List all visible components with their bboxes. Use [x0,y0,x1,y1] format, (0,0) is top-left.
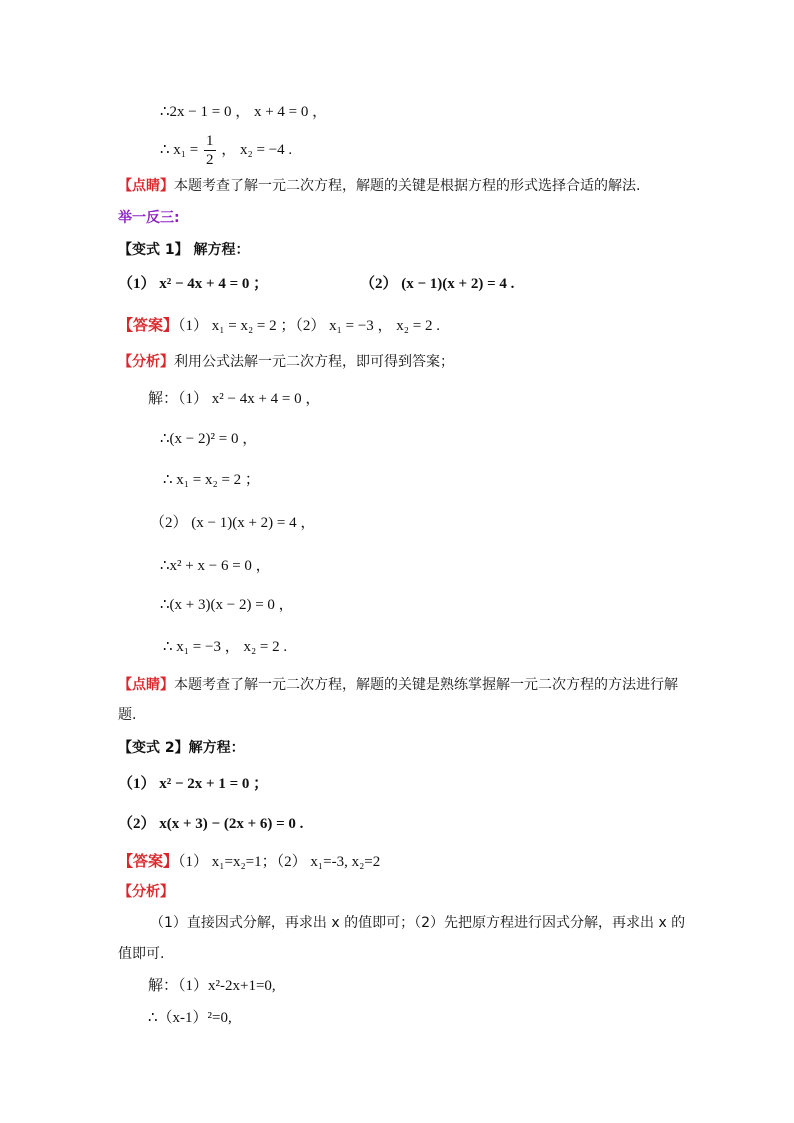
solution-line-2 [160,130,292,170]
x1-label: x₁ = [173,142,199,158]
analysis-paragraph-2: （1）直接因式分解，再求出 x 的值即可；（2）先把原方程进行因式分解，再求出 x 的 [150,915,686,931]
note-continuation: 题. [118,707,137,723]
analysis-continuation: 值即可. [118,946,165,962]
answer-tag: 【答案】 [118,852,179,870]
note-tag: 【点睛】 [118,677,174,693]
variant-1-problem-1: （1） x² − 4x + 4 = 0 ； [118,276,269,292]
solution-2-step-2: ∴（x-1）²=0, [148,1010,232,1026]
analysis-tag: 【分析】 [118,354,174,370]
variant-1-problem-2: （2） (x − 1)(x + 2) = 4 . [360,276,515,292]
answer-text: （1） x₁=x₂=1；（2） x₁=-3, x₂=2 [178,854,381,870]
note-tag: 【点睛】 [118,178,174,194]
note-paragraph-2 [118,675,678,695]
fraction-numerator: 1 [206,132,214,149]
variant-2-heading: 【变式 2】解方程： [118,740,245,756]
solution-2-step-1: 解：（1）x²-2x+1=0, [148,978,276,994]
answer-paragraph-2 [118,851,380,872]
analysis-paragraph-1 [118,352,454,372]
solution-step-4: （2） (x − 1)(x + 2) = 4 ， [150,515,316,531]
answer-tag: 【答案】 [118,316,179,334]
fraction-one-half [204,134,216,168]
solution-step-6: ∴(x + 3)(x − 2) = 0 ， [160,597,294,613]
solution-step-5: ∴x² + x − 6 = 0 ， [160,558,271,574]
variant-1-heading: 【变式 1】 解方程： [118,242,250,258]
x2-value: ， x₂ = −4 . [221,142,293,158]
solution-line-1: ∴2x − 1 = 0 ， x + 4 = 0 ， [160,104,328,120]
solution-step-1: 解：（1） x² − 4x + 4 = 0 ， [148,391,321,407]
note-text: 本题考查了解一元二次方程，解题的关键是根据方程的形式选择合适的解法. [174,178,641,194]
answer-text: （1） x₁ = x₂ = 2 ；（2） x₁ = −3 ， x₂ = 2 . [178,318,440,334]
variant-2-problem-2: （2） x(x + 3) − (2x + 6) = 0 . [118,816,304,832]
solution-step-7: ∴ x₁ = −3 ， x₂ = 2 . [163,639,288,655]
variant-2-problem-1: （1） x² − 2x + 1 = 0 ； [118,776,269,792]
analysis-heading: 【分析】 [118,884,174,900]
analysis-text: 利用公式法解一元二次方程，即可得到答案； [174,354,454,370]
solution-step-3: ∴ x₁ = x₂ = 2 ； [163,472,260,488]
note-text: 本题考查了解一元二次方程，解题的关键是熟练掌握解一元二次方程的方法进行解 [174,677,678,693]
fraction-denominator: 2 [206,151,214,168]
therefore-symbol: ∴ [160,142,170,158]
section-heading: 举一反三: [118,210,180,226]
solution-step-2: ∴(x − 2)² = 0 ， [160,431,258,447]
answer-paragraph-1 [118,315,440,336]
note-paragraph-1 [118,176,640,196]
